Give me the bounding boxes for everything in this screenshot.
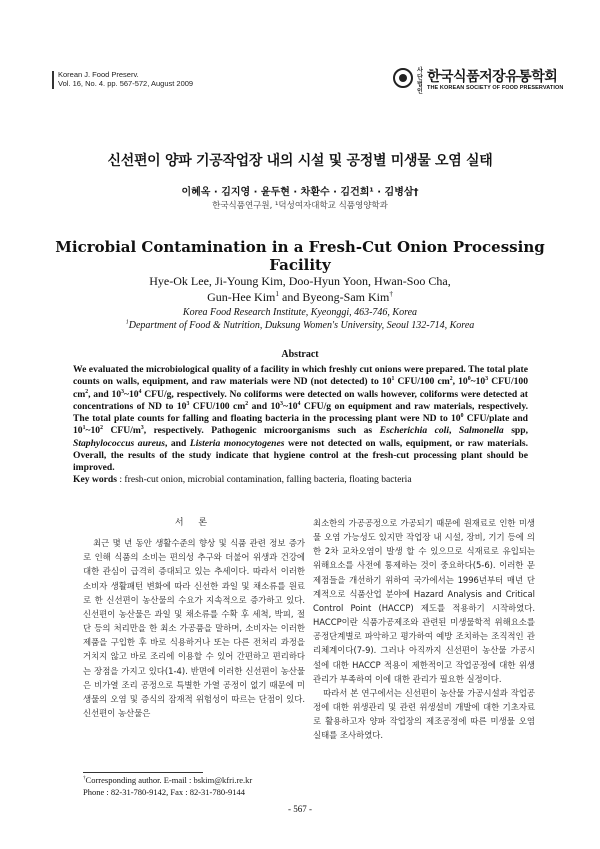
footnote-rule (83, 772, 203, 773)
keywords (73, 474, 528, 485)
intro-paragraph-right-2: 따라서 본 연구에서는 신선편이 농산물 가공시설과 작업공정에 대한 위생관리 및 관련 위생설비 개발에 대한 기초자료로 활용하고자 양파 작업장의 제조공정에 따른 미생물 오염 실태를 조사하였다. (313, 687, 535, 741)
author-byeongsam: and Byeong-Sam Kim (279, 290, 390, 304)
journal-header (58, 70, 193, 88)
english-authors-line1: Hye-Ok Lee, Ji-Young Kim, Doo-Hyun Yoon, Hwan-Soo Cha, (149, 274, 451, 288)
header-bar (52, 71, 54, 89)
korean-affiliation: 한국식품연구원, ¹덕성여자대학교 식품영양학과 (212, 201, 388, 211)
journal-citation: Vol. 16, No. 4. pp. 567-572, August 2009 (58, 79, 194, 88)
email-link[interactable]: bskim@kfri.re.kr (193, 775, 253, 785)
intro-heading: 서 론 (174, 518, 214, 528)
english-affiliation-2: $^1$Department of Food & Nutrition, Duksung Women's University, Seoul 132-714, Korea (125, 319, 475, 331)
society-emblem-icon (393, 68, 413, 88)
english-authors-line2: Gun-Hee Kim$^1$ and Byeong-Sam Kim† (207, 290, 393, 304)
page-number: - 567 - (288, 804, 312, 814)
korean-title: 신선편이 양파 기공작업장 내의 시설 및 공정별 미생물 오염 실태 (107, 153, 493, 169)
corresponding-footnote: †Corresponding author. E-mail : bskim@kfri.re.kr Phone : 82-31-780-9142, Fax : 82-31-780-9144 (83, 775, 323, 798)
intro-paragraph-right-1: 최소한의 가공공정으로 가공되기 때문에 원재료로 인한 미생물 오염 가능성도 있지만 작업장 내 시설, 장비, 기기 등에 의한 2차 교차오염이 발생 할 수 있으므로 식재료로 유입되는 위해요소를 사전에 통제하는 것이 중요하다(5-6). 이러한 문제점들을 개선하기 위하여 국가에서는 1996년부터 매년 단계적으로 식품산업 분야에 Hazard Analysis and Critical Control Point (HACCP) 제도를 적용하기 시작하였다. HACCP이란 식품가공제조와 관련된 미생물학적 위해요소를 공정단계별로 파악하고 평가하여 예방 조치하는 조직적인 관리체계이다(7-9). 그러나 아직까지 신선편이 농산물 가공시설에 대한 HACCP 적용이 제한적이고 작업공정에 대한 위생관리가 부족하여 이에 대한 관리가 필요한 실정이다. (313, 518, 535, 684)
society-korean-name: 한국식품저장유통학회 (427, 69, 558, 85)
abstract-body: We evaluated the microbiological quality of a facility in which freshly cut onions were prepared. The total plate counts on walls, equipment, and raw materials were ND (not detected) to $10^1$ CFU/100 $cm^2$, $10^0\sim 10^3$ CFU/100 $cm^2$, and $10^3\sim 10^4$ CFU/g, respectively. No coliforms were detected on walls however, coliforms were detected at concentrations of ND to $10^3$ CFU/100 $cm^2$ and $10^3\sim 10^4$ CFU/g on equipment and raw materials, respectively. The total plate counts for falling and floating bacteria in the processing plant were ND to $10^0$ CFU/plate and $10^1\sim 10^2$ CFU/$m^3$, respectively. Pathogenic microorganisms such as Escherichia coli, Salmonella spp, Staphylococcus aureus, and Listeria monocytogenes were not detected on walls, equipment, or raw materials. Overall, the results of the study indicate that hygiene control at the fresh-cut processing plant should be improved. (73, 364, 529, 474)
footnote-phone: Phone : 82-31-780-9142, Fax : 82-31-780-9144 (83, 786, 245, 797)
right-column (313, 516, 535, 743)
abstract-heading: Abstract (281, 349, 319, 360)
english-affiliation-1: Korea Food Research Institute, Kyeonggi, 463-746, Korea (182, 307, 418, 318)
keywords-label: Key words (73, 474, 117, 485)
korean-authors: 이혜옥 · 김지영 · 윤두현 · 차환수 · 김건희¹ · 김병삼† (181, 187, 419, 198)
author-gunhee: Gun-Hee Kim (207, 290, 276, 304)
intro-paragraph-left: 최근 몇 년 동안 생활수준의 향상 및 식품 관련 정보 증가로 인해 식품의 소비는 편의성 추구와 더불어 위생과 건강에 대한 관심이 급격히 증대되고 있는 추세이다. 따라서 이러한 소비자 생활패턴 변화에 따라 신선한 과일 및 채소류를 원료로 한 신선편이 농산물의 수요가 지속적으로 증가하고 있다. 신선편이 농산물은 과일 및 채소류를 수확 후 세척, 박피, 절단 등의 처리만을 한 최소 가공품을 말하며, 소비자는 이러한 제품을 구입한 후 바로 식용하거나 또는 다른 전처리 과정을 거치지 않고 바로 조리에 이용할 수 있어 간편하고 편리하다는 장점을 가지고 있다(1-4). 반면에 이러한 신선편이 농산물은 비가열 조리 공정으로 특별한 가열 공정이 없기 때문에 미생물의 오염 및 증식의 잠재적 위험성이 따르는 단점이 있다. 신선편이 농산물은 (83, 538, 305, 719)
society-english-name: THE KOREAN SOCIETY OF FOOD PRESERVATION (427, 85, 564, 91)
english-title: Microbial Contamination in a Fresh-Cut Onion Processing Facility (55, 238, 545, 274)
keywords-list: : fresh-cut onion, microbial contamination, falling bacteria, floating bacteria (116, 474, 412, 485)
left-column (83, 516, 305, 720)
society-logo-block (393, 66, 564, 96)
society-small-label: 사단법인 (417, 68, 423, 95)
journal-name: Korean J. Food Preserv. (58, 70, 139, 79)
